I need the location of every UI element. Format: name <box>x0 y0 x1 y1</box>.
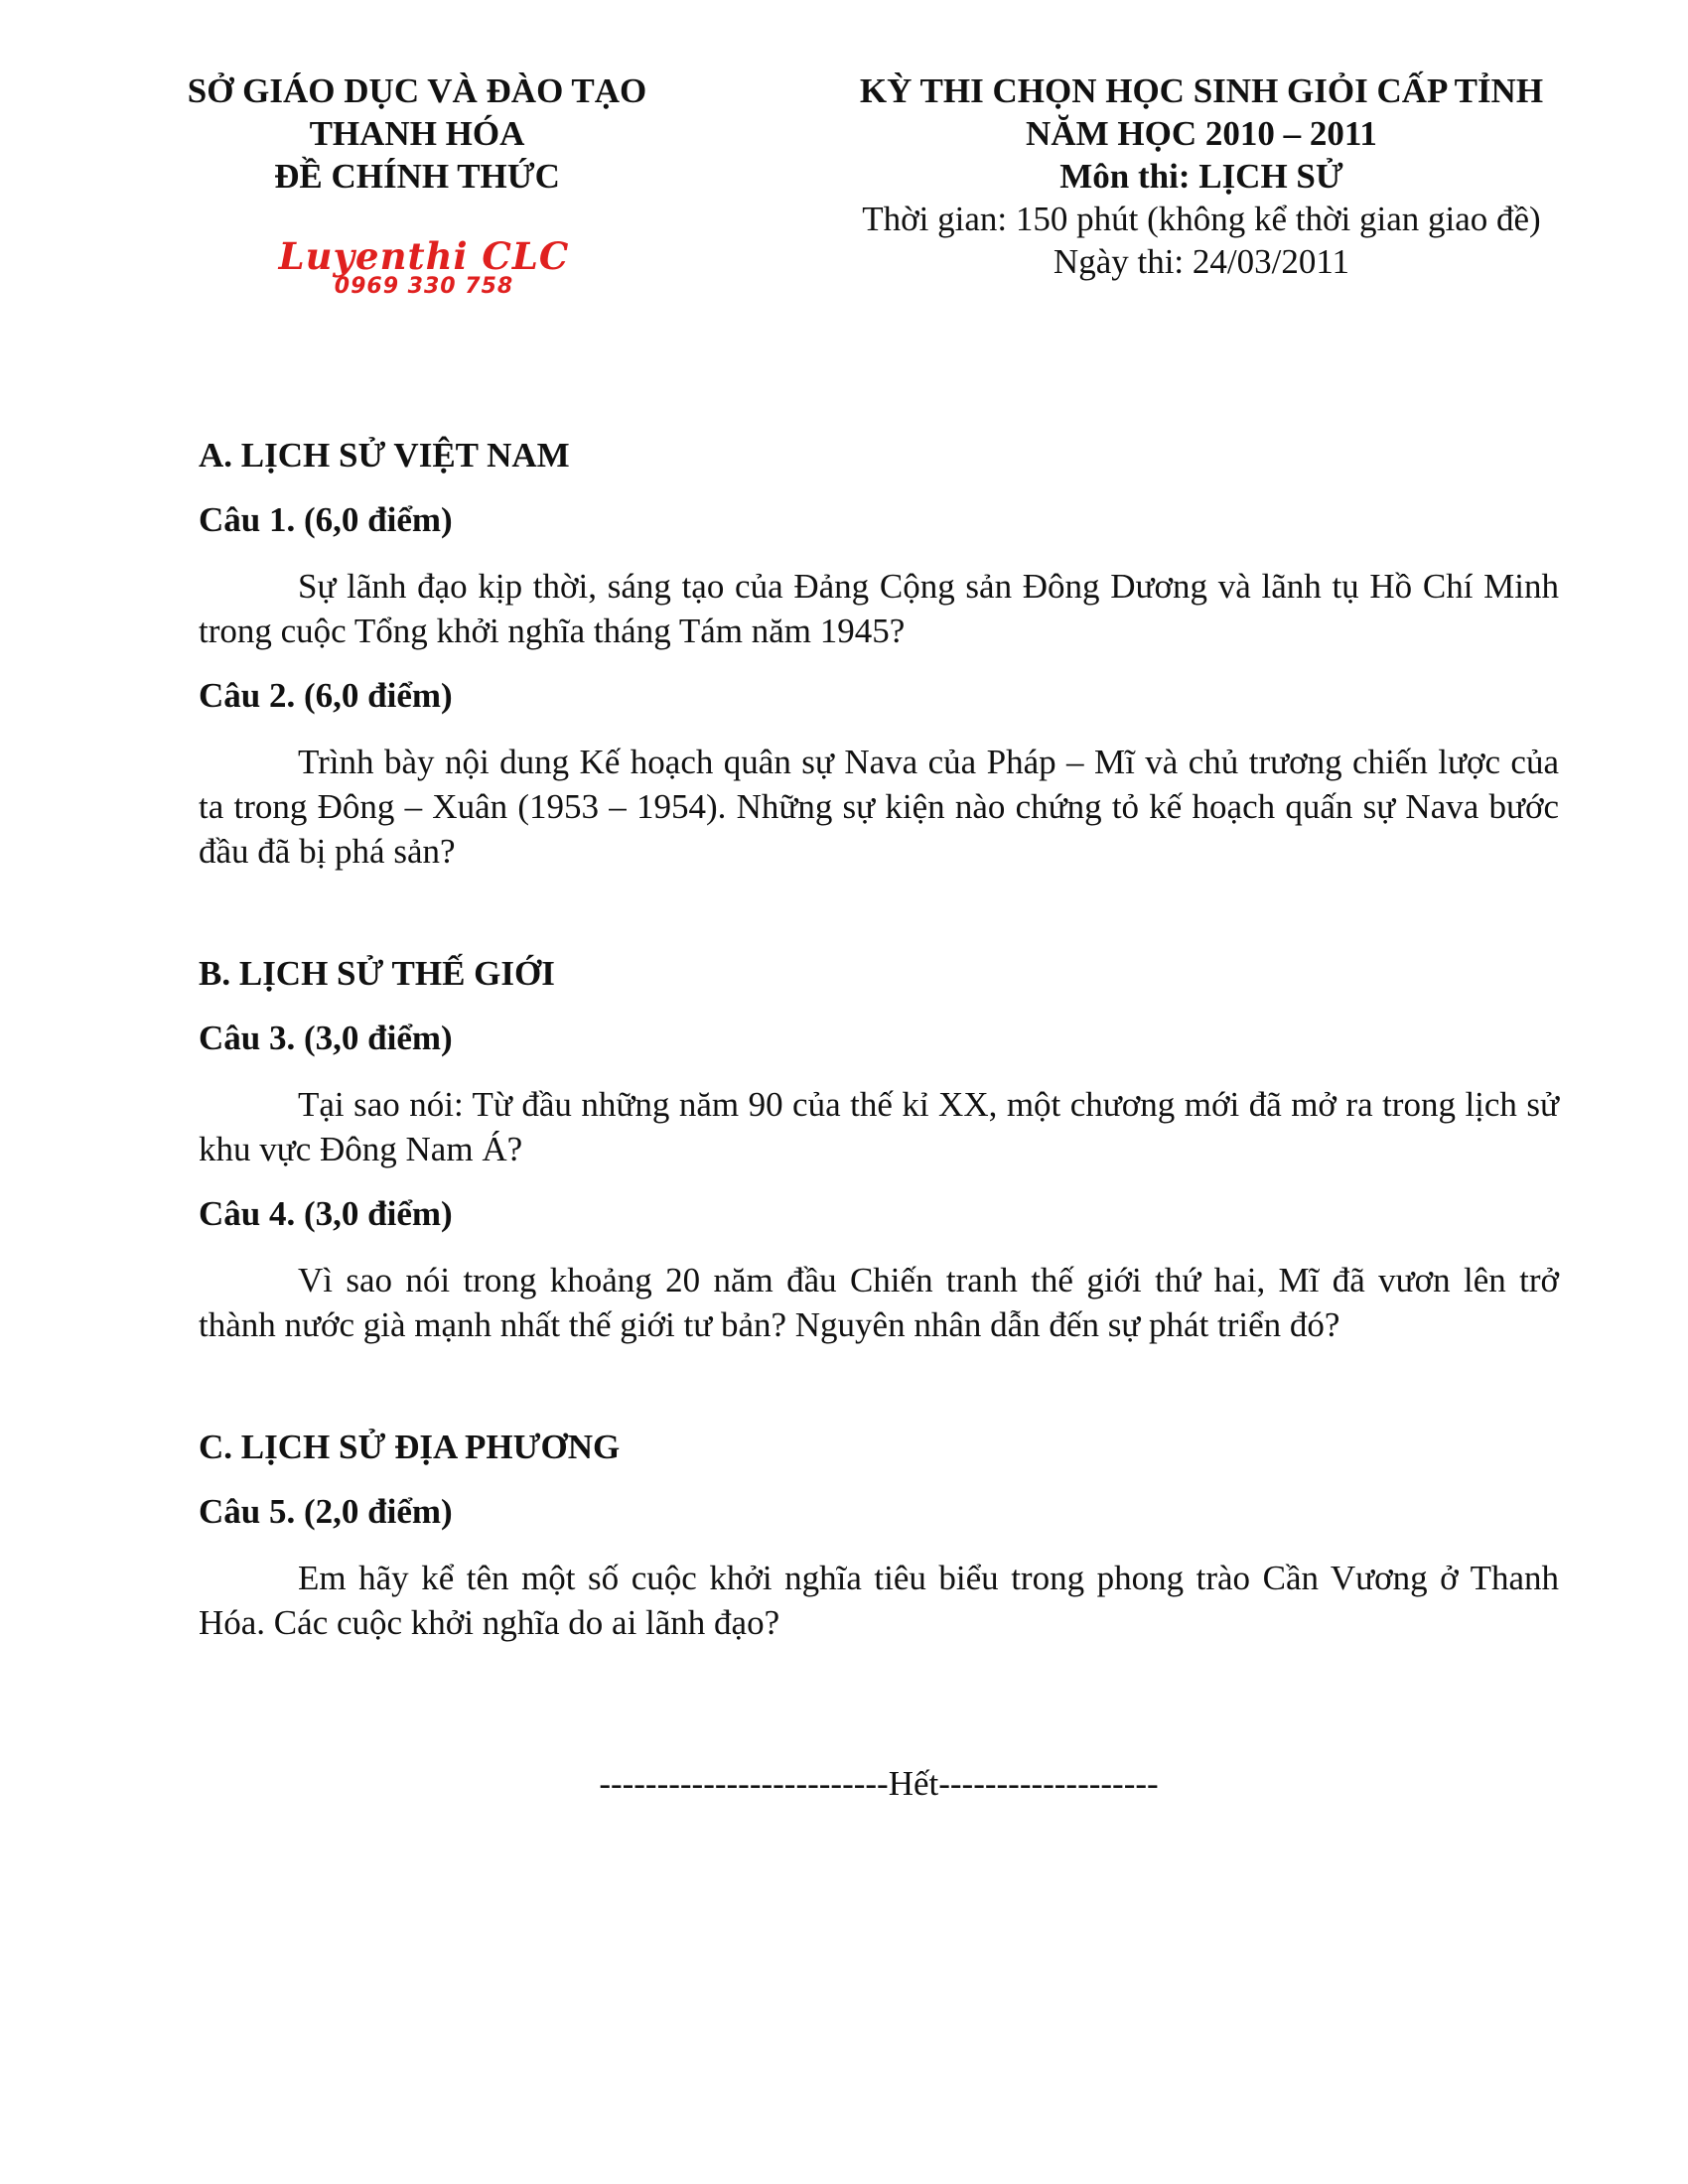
brand-logo <box>260 234 588 304</box>
question-text: Tại sao nói: Từ đầu những năm 90 của thế kỉ XX, một chương mới đã mở ra trong lịch sử khu vực Đông Nam Á? <box>199 1085 1559 1168</box>
question-text: Trình bày nội dung Kế hoạch quân sự Nava của Pháp – Mĩ và chủ trương chiến lược của ta trong Đông – Xuân (1953 – 1954). Những sự kiện nào chứng tỏ kế hoạch quấn sự Nava bước đầu đã bị phá sản? <box>199 743 1559 871</box>
section-title: B. LỊCH SỬ THẾ GIỚI <box>199 954 555 993</box>
question-text: Vì sao nói trong khoảng 20 năm đầu Chiến tranh thế giới thứ hai, Mĩ đã vươn lên trở thành nước già mạnh nhất thế giới tư bản? Nguyên nhân dẫn đến sự phát triển đó? <box>199 1261 1559 1344</box>
question-text: Sự lãnh đạo kịp thời, sáng tạo của Đảng Cộng sản Đông Dương và lãnh tụ Hồ Chí Minh trong cuộc Tổng khởi nghĩa tháng Tám năm 1945? <box>199 567 1559 650</box>
brand-logo-phone: 0969 330 758 <box>334 274 514 299</box>
question-text: Em hãy kể tên một số cuộc khởi nghĩa tiêu biểu trong phong trào Cần Vương ở Thanh Hóa. Các cuộc khởi nghĩa do ai lãnh đạo? <box>199 1559 1559 1642</box>
exam-date: Ngày thi: 24/03/2011 <box>1053 242 1350 281</box>
question-label: Câu 1. (6,0 điểm) <box>199 500 453 539</box>
official-label: ĐỀ CHÍNH THỨC <box>274 157 560 196</box>
section-title: C. LỊCH SỬ ĐỊA PHƯƠNG <box>199 1428 621 1466</box>
header-right <box>814 69 1589 283</box>
exam-content <box>199 433 1559 1645</box>
section-local-history <box>199 1425 1559 1645</box>
exam-subject: Môn thi: LỊCH SỬ <box>1059 157 1343 196</box>
brand-logo-text: Luyenthi CLC <box>278 234 570 278</box>
question-label: Câu 2. (6,0 điểm) <box>199 676 453 715</box>
exam-duration: Thời gian: 150 phút (không kể thời gian giao đề) <box>862 200 1541 238</box>
header-left <box>159 69 675 198</box>
province-name: THANH HÓA <box>309 114 525 153</box>
section-title: A. LỊCH SỬ VIỆT NAM <box>199 436 570 475</box>
school-year: NĂM HỌC 2010 – 2011 <box>1026 114 1377 153</box>
department-name: SỞ GIÁO DỤC VÀ ĐÀO TẠO <box>187 71 647 110</box>
end-marker: -------------------------Hết------------------- <box>599 1764 1159 1803</box>
section-world-history <box>199 951 1559 1347</box>
section-vietnam-history <box>199 433 1559 874</box>
question-label: Câu 3. (3,0 điểm) <box>199 1019 453 1057</box>
question-label: Câu 5. (2,0 điểm) <box>199 1492 453 1531</box>
question-label: Câu 4. (3,0 điểm) <box>199 1194 453 1233</box>
exam-title: KỲ THI CHỌN HỌC SINH GIỎI CẤP TỈNH <box>859 71 1544 110</box>
